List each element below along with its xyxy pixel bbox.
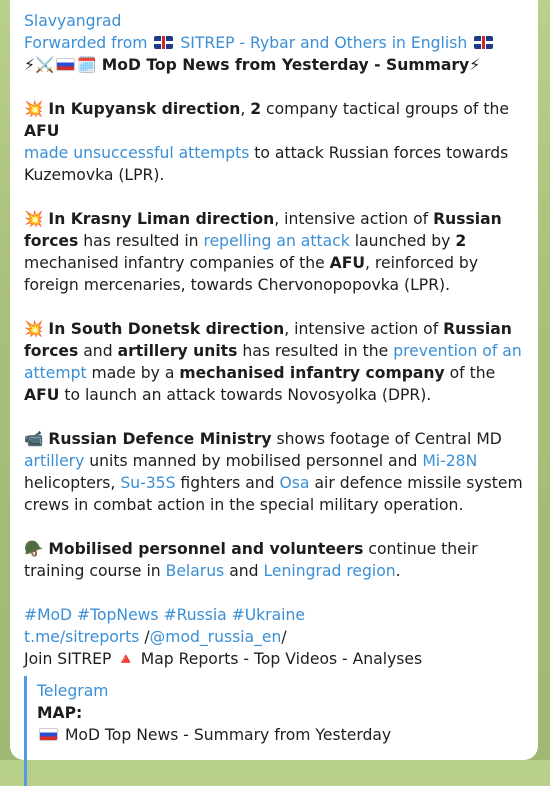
text: and <box>224 562 264 580</box>
separator: / <box>139 628 150 646</box>
forwarded-line[interactable] <box>24 32 524 54</box>
text: has resulted in the <box>237 342 394 360</box>
bold-text: AFU <box>24 122 60 140</box>
channel-links <box>24 626 524 648</box>
text: , intensive action of <box>274 210 434 228</box>
text: units manned by mobilised personnel and <box>84 452 423 470</box>
link-artillery[interactable]: artillery <box>24 452 85 470</box>
preview-text: MoD Top News - Summary from Yesterday <box>64 726 392 744</box>
paragraph-kupyansk <box>24 98 524 186</box>
lightning-icon: ⚡ <box>469 56 481 74</box>
russia-flag-icon <box>39 728 58 741</box>
join-line <box>24 648 524 670</box>
link-sitreports[interactable]: t.me/sitreports <box>24 628 140 646</box>
explosion-icon: 💥 <box>24 100 44 118</box>
bold-text: Russian forces <box>24 210 502 250</box>
text: company tactical groups of the <box>261 100 509 118</box>
explosion-icon: 💥 <box>24 210 44 228</box>
hashtags[interactable]: #MoD #TopNews #Russia #Ukraine <box>24 606 305 624</box>
link-osa[interactable]: Osa <box>279 474 310 492</box>
calendar-icon: 🗓️ <box>77 56 97 74</box>
separator: / <box>281 628 287 646</box>
paragraph-krasny-liman <box>24 208 524 296</box>
paragraph-defence-ministry <box>24 428 524 516</box>
video-camera-icon: 📹 <box>24 430 44 448</box>
bold-text: In South Donetsk direction <box>48 320 285 338</box>
message-bubble <box>10 0 538 760</box>
uk-flag-icon <box>154 36 173 49</box>
text: , <box>240 100 251 118</box>
bold-text: 2 <box>455 232 467 250</box>
join-prefix: Join SITREP <box>24 650 112 668</box>
link-unsuccessful-attempts[interactable]: made unsuccessful attempts <box>24 144 250 162</box>
explosion-icon: 💥 <box>24 320 44 338</box>
bold-text: mechanised infantry company <box>179 364 445 382</box>
uk-flag-icon <box>474 36 493 49</box>
text: launched by <box>349 232 456 250</box>
preview-label: MAP: <box>37 704 83 722</box>
forwarded-prefix: Forwarded from <box>24 34 148 52</box>
text: shows footage of Central MD <box>271 430 502 448</box>
text: helicopters, <box>24 474 121 492</box>
bold-text: AFU <box>329 254 366 272</box>
paragraph-south-donetsk <box>24 318 524 406</box>
bold-text: In Kupyansk direction <box>48 100 241 118</box>
link-prevention-attempt[interactable]: prevention of an attempt <box>24 342 522 382</box>
sender-name[interactable]: Slavyangrad <box>24 12 122 30</box>
text: fighters and <box>175 474 280 492</box>
link-mi28n[interactable]: Mi-28N <box>422 452 478 470</box>
bold-text: artillery units <box>117 342 238 360</box>
text: mechanised infantry companies of the <box>24 254 330 272</box>
join-suffix: Map Reports - Top Videos - Analyses <box>140 650 423 668</box>
paragraph-mobilised <box>24 538 524 582</box>
text: , reinforced by foreign mercenaries, towards Chervonopopovka (LPR). <box>24 254 479 294</box>
link-preview[interactable] <box>24 676 524 786</box>
text: air defence missile system crews in combat action in the special military operation. <box>24 474 523 514</box>
bold-text: Russian Defence Ministry <box>48 430 272 448</box>
red-triangle-icon: 🔺 <box>116 650 136 668</box>
message-title <box>24 54 524 76</box>
text: , intensive action of <box>284 320 444 338</box>
text: has resulted in <box>78 232 204 250</box>
helmet-icon: 🪖 <box>24 540 44 558</box>
text: to attack Russian forces towards Kuzemovka (LPR). <box>24 144 509 184</box>
text: and <box>78 342 118 360</box>
bold-text: In Krasny Liman direction <box>48 210 275 228</box>
bold-text: Mobilised personnel and volunteers <box>48 540 364 558</box>
text: . <box>395 562 401 580</box>
text: of the <box>444 364 496 382</box>
preview-source: Telegram <box>37 682 109 700</box>
text: made by a <box>86 364 180 382</box>
bold-text: Russian forces <box>24 320 512 360</box>
text: continue their training course in <box>24 540 478 580</box>
link-mod-russia-en[interactable]: @mod_russia_en <box>149 628 282 646</box>
link-su35s[interactable]: Su-35S <box>120 474 176 492</box>
bold-text: AFU <box>24 386 60 404</box>
text: to launch an attack towards Novosyolka (DPR). <box>59 386 432 404</box>
forwarded-source[interactable]: SITREP - Rybar and Others in English <box>180 34 468 52</box>
lightning-swords-icons: ⚡⚔️ <box>24 56 55 74</box>
link-belarus[interactable]: Belarus <box>165 562 225 580</box>
bold-text: 2 <box>250 100 262 118</box>
title-text: MoD Top News from Yesterday - Summary <box>101 56 470 74</box>
link-repelling-attack[interactable]: repelling an attack <box>203 232 350 250</box>
preview-text-line <box>37 724 524 746</box>
russia-flag-icon <box>56 58 75 71</box>
link-leningrad-region[interactable]: Leningrad region <box>263 562 396 580</box>
